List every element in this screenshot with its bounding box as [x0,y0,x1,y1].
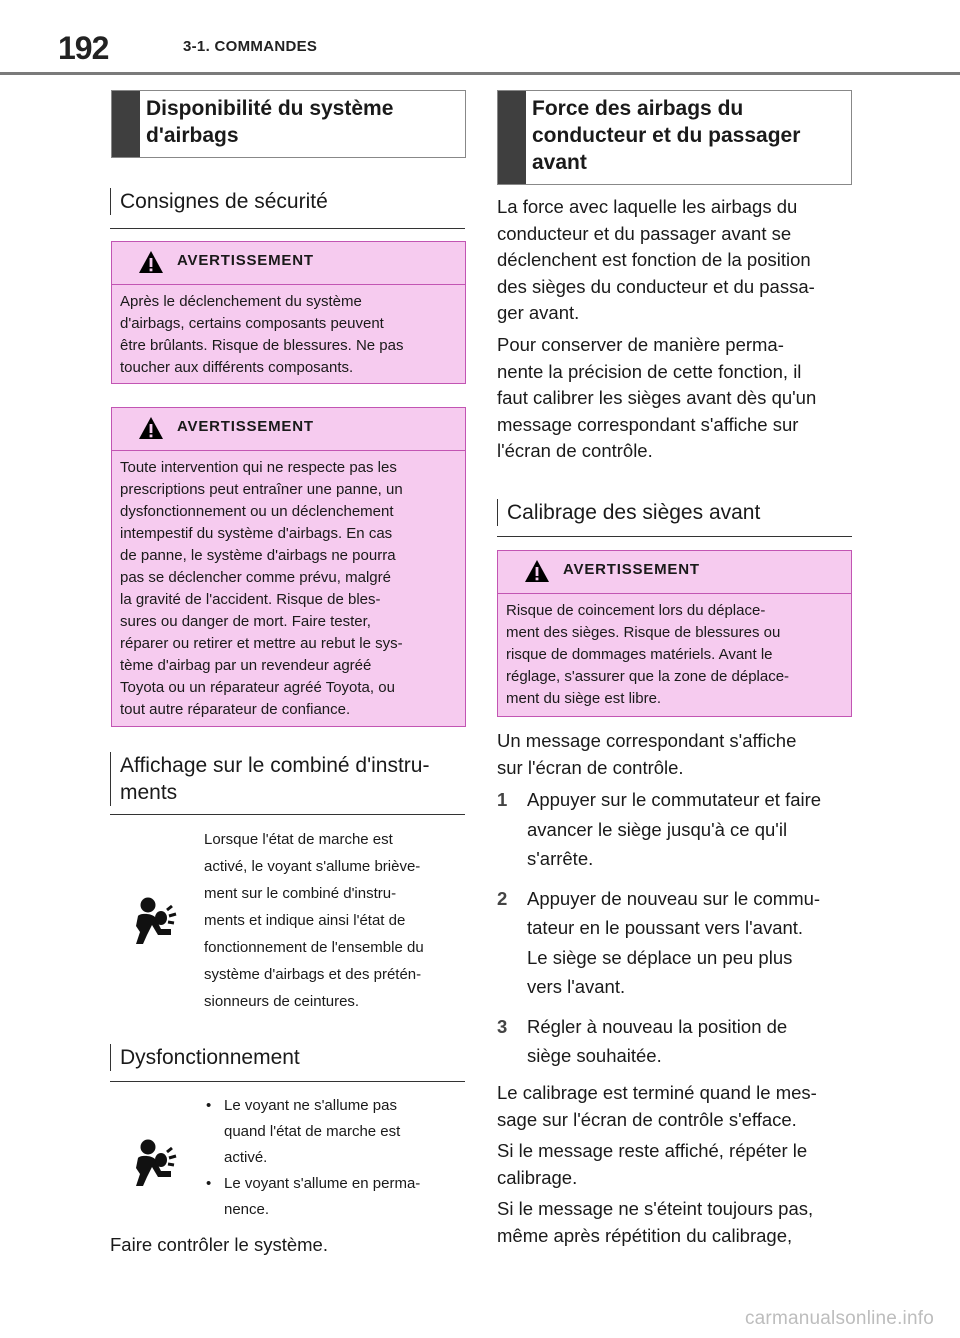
warning-header [498,551,851,594]
subheading-display [110,752,460,806]
paragraph [497,1080,857,1133]
text-line: Appuyer sur le commutateur et faire [527,789,822,810]
text-line: système d'airbags et des prétén- [204,966,422,983]
paragraph [497,332,857,465]
text-line: calibrage. [497,1166,578,1188]
text-line: sionneurs de ceintures. [204,993,360,1010]
subheading-rule [497,536,852,537]
paragraph [497,728,857,781]
warning-line: pas se déclencher comme prévu, malgré [120,569,391,586]
text-line: Appuyer de nouveau sur le commu- [527,887,821,909]
text-line: quand l'état de marche est [224,1123,401,1140]
text-line: avancer le siège jusqu'à ce qu'il [527,818,788,840]
text-line: message correspondant s'affiche sur [497,413,799,435]
warning-line: tout autre réparateur de confiance. [120,701,351,718]
text-line: ment sur le combiné d'instru- [204,885,397,902]
header-divider [0,72,960,75]
airbag-warning-icon [131,896,183,946]
warning-line: la gravité de l'accident. Risque de bles- [120,591,381,608]
text-line: Si le message reste affiché, répéter le [497,1140,808,1161]
step-number: 2 [497,887,508,909]
title-line: Force des airbags du [532,97,744,120]
section-title-box [111,90,466,158]
warning-line: Toute intervention qui ne respecte pas les [120,459,397,476]
text-line: Si le message ne s'éteint toujours pas, [497,1198,814,1219]
subheading-calibration: Calibrage des sièges avant [497,499,847,526]
watermark: carmanualsonline.info [744,1308,934,1329]
text-line: La force avec laquelle les airbags du [497,196,798,217]
text-line: déclenchent est fonction de la position [497,249,811,270]
text-line: Le siège se déplace un peu plus [527,946,793,968]
warning-line: Toyota ou un réparateur agréé Toyota, ou [120,679,395,696]
text-line: sage sur l'écran de contrôle s'efface. [497,1108,797,1130]
section-title: Disponibilité du système d'airbags [146,97,394,147]
section-title-box [497,90,852,185]
warning-triangle-icon [138,416,164,440]
page-number: 192 [58,30,109,66]
step-number: 1 [497,789,508,810]
warning-line: sures ou danger de mort. Faire tester, [120,613,371,630]
chapter-title: 3-1. COMMANDES [183,38,318,55]
subheading-rule [110,228,465,229]
section-title [532,95,845,176]
warning-title: AVERTISSEMENT [177,418,314,435]
text-line: activé. [224,1149,268,1166]
list-item [204,1171,466,1223]
text-line: nente la précision de cette fonction, il [497,360,802,382]
text-line: vers l'avant. [527,976,626,997]
text-line: conducteur et du passager avant se [497,222,792,244]
warning-box [111,241,466,384]
text-line: Le calibrage est terminé quand le mes- [497,1082,817,1103]
display-description [204,826,466,1015]
malfunction-list [204,1093,466,1223]
text-line: s'arrête. [527,848,594,869]
text-line: ger avant. [497,302,580,323]
step-item [497,785,857,874]
bullet-icon: • [206,1175,212,1192]
warning-line: réparer ou retirer et mettre au rebut le sys- [120,635,403,652]
step-item [497,1012,857,1071]
step-number: 3 [497,1015,508,1037]
section-bar [112,91,140,157]
warning-text [498,594,851,718]
text-line: Régler à nouveau la position de [527,1015,788,1037]
warning-line: Risque de coincement lors du déplace- [506,602,766,619]
paragraph [497,194,857,327]
warning-line: ment du siège est libre. [506,690,662,707]
warning-text [112,285,465,387]
section-bar [498,91,526,184]
text-line: tateur en le poussant vers l'avant. [527,917,804,938]
subheading-line: Affichage sur le combiné d'instru- [120,754,430,777]
bullet-icon: • [206,1097,212,1114]
text-line: sur l'écran de contrôle. [497,756,684,778]
text-line: Lorsque l'état de marche est [204,831,393,848]
text-line: faut calibrer les sièges avant dès qu'un [497,387,817,408]
text-line: ments et indique ainsi l'état de [204,912,406,929]
text-line: siège souhaitée. [527,1045,662,1066]
subheading-safety: Consignes de sécurité [110,188,460,215]
title-line: avant [532,151,587,174]
warning-line: risque de dommages matériels. Avant le [506,646,773,663]
warning-header [112,242,465,285]
warning-triangle-icon [524,559,550,583]
warning-line: ment des sièges. Risque de blessures ou [506,624,781,641]
warning-box [111,407,466,727]
text-line: Un message correspondant s'affiche [497,730,797,751]
paragraph [497,1138,857,1191]
warning-title: AVERTISSEMENT [177,252,314,269]
warning-line: d'airbags, certains composants peuvent [120,315,384,332]
text-line: des sièges du conducteur et du passa- [497,275,815,297]
text-line: Pour conserver de manière perma- [497,334,784,355]
warning-title: AVERTISSEMENT [563,561,700,578]
warning-line: être brûlants. Risque de blessures. Ne pas [120,337,404,354]
warning-triangle-icon [138,250,164,274]
step-list [497,785,857,1071]
text-line: fonctionnement de l'ensemble du [204,939,424,956]
warning-line: Après le déclenchement du système [120,293,362,310]
bottom-text: Faire contrôler le système. [110,1234,328,1255]
subheading-rule [110,1081,465,1082]
title-line: conducteur et du passager [532,124,801,147]
list-item [204,1093,466,1171]
warning-line: réglage, s'assurer que la zone de déplace- [506,668,790,685]
warning-line: prescriptions peut entraîner une panne, un [120,481,403,498]
warning-line: dysfonctionnement ou un déclenchement [120,503,394,520]
subheading-malfunction: Dysfonctionnement [110,1044,460,1071]
warning-box [497,550,852,717]
warning-line: intempestif du système d'airbags. En cas [120,525,393,542]
airbag-warning-icon [131,1138,183,1188]
warning-line: de panne, le système d'airbags ne pourra [120,547,396,564]
paragraph [497,1196,857,1249]
warning-text [112,451,465,729]
step-item [497,884,857,1002]
subheading-rule [110,814,465,815]
warning-header [112,408,465,451]
text-line: même après répétition du calibrage, [497,1224,793,1246]
warning-line: tème d'airbag par un revendeur agréé [120,657,372,674]
text-line: nence. [224,1201,270,1218]
text-line: Le voyant s'allume en perma- [224,1175,421,1192]
warning-line: toucher aux différents composants. [120,359,354,376]
subheading-line: ments [120,781,178,804]
text-line: Le voyant ne s'allume pas [224,1097,397,1114]
text-line: activé, le voyant s'allume briève- [204,858,421,875]
text-line: l'écran de contrôle. [497,440,653,461]
